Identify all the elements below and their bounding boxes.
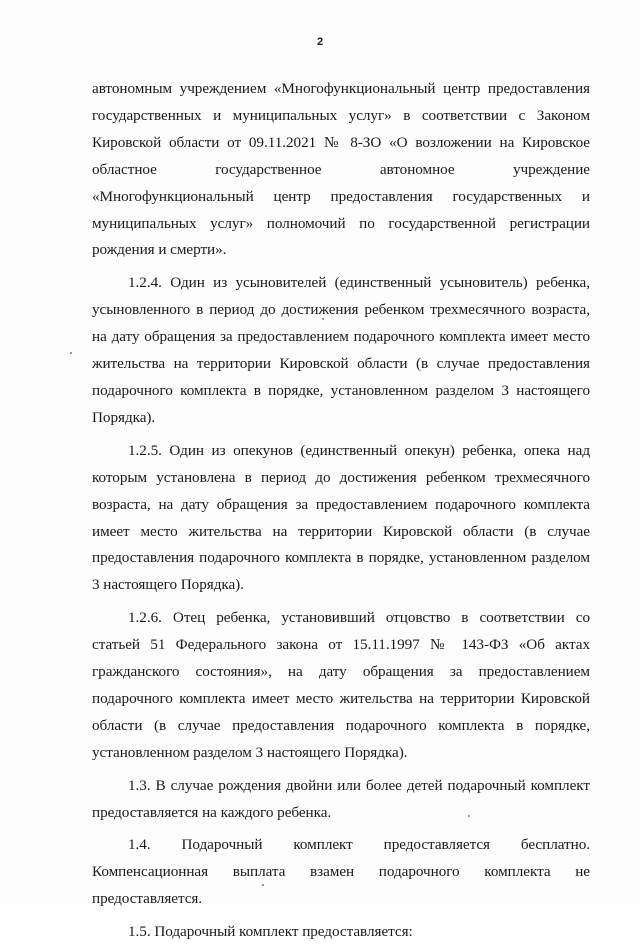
paragraph-1-2-4: 1.2.4. Один из усыновителей (единственный усыновитель) ребенка, усыновленного в период до достижения ребенком трехмесячного возраста, на дату обращения за предоставлением подарочного комплекта имеет место жительства на территории Кировской области (в случае предоставления подарочного комплекта в порядке, установленном разделом 3 настоящего Порядка).: [92, 274, 590, 426]
paragraph-1-5: 1.5. Подарочный комплект предоставляется:: [128, 923, 413, 941]
paragraph-1-2-5: 1.2.5. Один из опекунов (единственный опекун) ребенка, опека над которым установлена в период до достижения ребенком трехмесячного возраста, на дату обращения за предоставлением подарочного комплекта имеет место жительства на территории Кировской области (в случае предоставления подарочного комплекта в порядке, установленном разделом 3 настоящего Порядка).: [92, 441, 590, 594]
scan-speck: [322, 318, 324, 320]
paragraph-continuation: автономным учреждением «Многофункциональный центр предоставления государственных и муниципальных услуг» в соответствии с Законом Кировской области от 09.11.2021 № 8-ЗО «О возложении на Кировское областное государственное автономное учреждение «Многофункциональный центр предоставления государственных и муниципальных услуг» полномочий по государственной регистрации рождения и смерти».: [92, 80, 590, 259]
scan-speck: [70, 352, 72, 354]
scan-speck: [468, 815, 470, 817]
paragraph-1-2-6: 1.2.6. Отец ребенка, установивший отцовство в соответствии со статьей 51 Федерального закона от 15.11.1997 № 143-ФЗ «Об актах гражданского состояния», на дату обращения за предоставлением подарочного комплекта имеет место жительства на территории Кировской области (в случае предоставления подарочного комплекта в порядке, установленном разделом 3 настоящего Порядка).: [92, 609, 590, 761]
paragraph-1-3: 1.3. В случае рождения двойни или более детей подарочный комплект предоставляется на каждого ребенка.: [92, 776, 590, 821]
paragraph-1-4: 1.4. Подарочный комплект предоставляется бесплатно. Компенсационная выплата взамен подарочного комплекта не предоставляется.: [92, 836, 590, 908]
scan-speck: [262, 884, 264, 886]
document-body: [92, 76, 590, 952]
page-number: 2: [316, 36, 324, 48]
